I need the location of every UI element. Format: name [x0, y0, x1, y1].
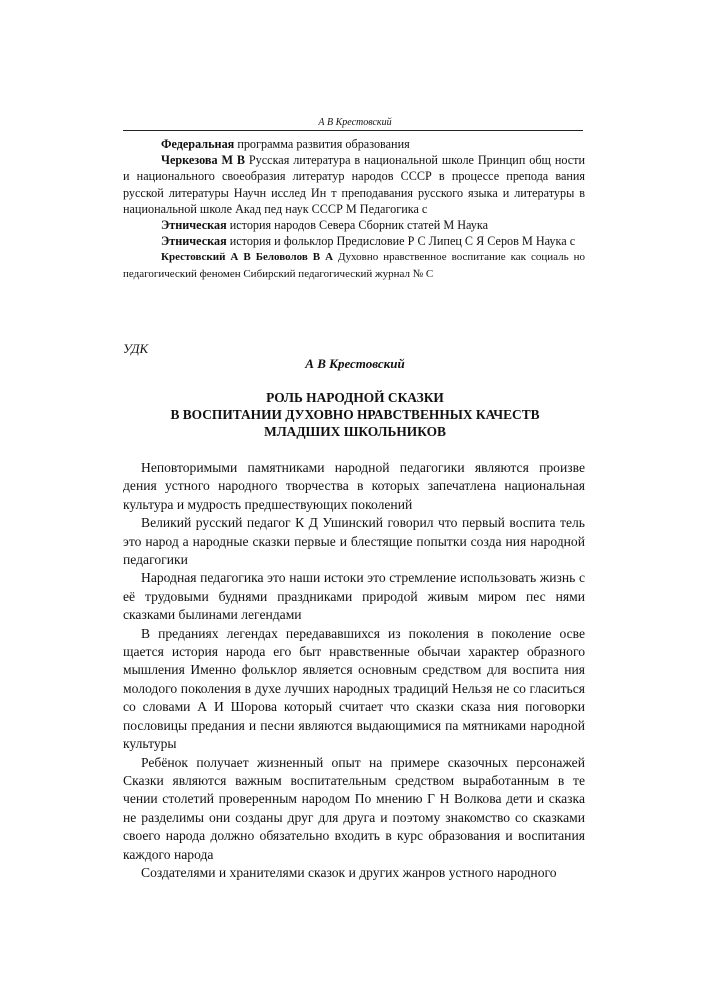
reference-text: Духовно нравственное воспитание как социаль но педагогический феномен Сибирский педагогический журнал № С: [123, 251, 585, 280]
reference-author: Черкезова М В: [161, 153, 245, 168]
header-rule: [123, 130, 583, 131]
running-head: А В Крестовский: [318, 117, 392, 128]
title-line: В ВОСПИТАНИИ ДУХОВНО НРАВСТВЕННЫХ КАЧЕСТВ: [170, 407, 540, 422]
paragraph: В преданиях легендах передававшихся из поколения в поколение осве щается история народа его быт нравственные обычаи характер образного мышления Именно фольклор является основным средством для воспита ния молодого поколения в духе лучших народных традиций Нельзя не со гласиться со словами А И Шорова который считает что сказки сказа ния поговорки пословицы предания и песни являются выдающимися па мятниками народной культуры: [123, 625, 585, 752]
title-line: РОЛЬ НАРОДНОЙ СКАЗКИ: [266, 390, 444, 405]
reference-text: программа развития образования: [234, 137, 410, 151]
reference-text: история и фольклор Предисловие Р С Липец С Я Серов М Наука с: [226, 234, 576, 249]
article-author: А В Крестовский: [305, 356, 405, 371]
reference-text: Русская литература в национальной школе Принцип общ ности и национального своеобразия литератур народов СССР в процессе препода вания русской литературы Научн исслед Ин т преподавания русского языка и литературы в национальной школе Акад пед наук СССР М Педагогика с: [123, 153, 585, 216]
reference-author: Крестовский А В Беловолов В А: [161, 251, 334, 264]
article-body: [123, 459, 585, 882]
paragraph: Ребёнок получает жизненный опыт на примере сказочных персонажей Сказки являются важным воспитательным средством выработанным в те чении столетий проверенным народом По мнению Г Н Волкова дети и сказка не разделимы они созданы друг для друга и поэтому знакомство со сказками своего народа должно обязательно входить в курс образования и воспитания каждого народа: [123, 754, 585, 862]
reference-item: [123, 217, 585, 233]
reference-item: [123, 136, 585, 152]
paragraph: Неповторимыми памятниками народной педагогики являются произве дения устного народного творчества в которых запечатлена национальная культура и мудрость предшествующих поколений: [123, 460, 585, 512]
article-title: [123, 389, 587, 440]
reference-author: Этническая: [161, 218, 227, 233]
reference-author: Этническая: [161, 234, 227, 249]
paragraph: Великий русский педагог К Д Ушинский говорил что первый воспита тель это народ а народные сказки первые и блестящие попытки созда ния народной педагогики: [123, 515, 585, 568]
reference-text: история народов Севера Сборник статей М Наука: [226, 218, 489, 233]
paragraph: Народная педагогика это наши истоки это стремление использовать жизнь с её трудовыми буднями праздниками природой живым миром пес нями сказками былинами легендами: [123, 570, 585, 623]
udk-label: УДК: [123, 341, 149, 356]
reference-item: [123, 249, 585, 281]
reference-item: [123, 152, 585, 217]
reference-item: [123, 233, 585, 249]
reference-list: [123, 136, 585, 282]
paragraph: Создателями и хранителями сказок и других жанров устного народного: [141, 864, 557, 880]
title-line: МЛАДШИХ ШКОЛЬНИКОВ: [264, 424, 446, 439]
reference-author: Федеральная: [161, 137, 235, 151]
